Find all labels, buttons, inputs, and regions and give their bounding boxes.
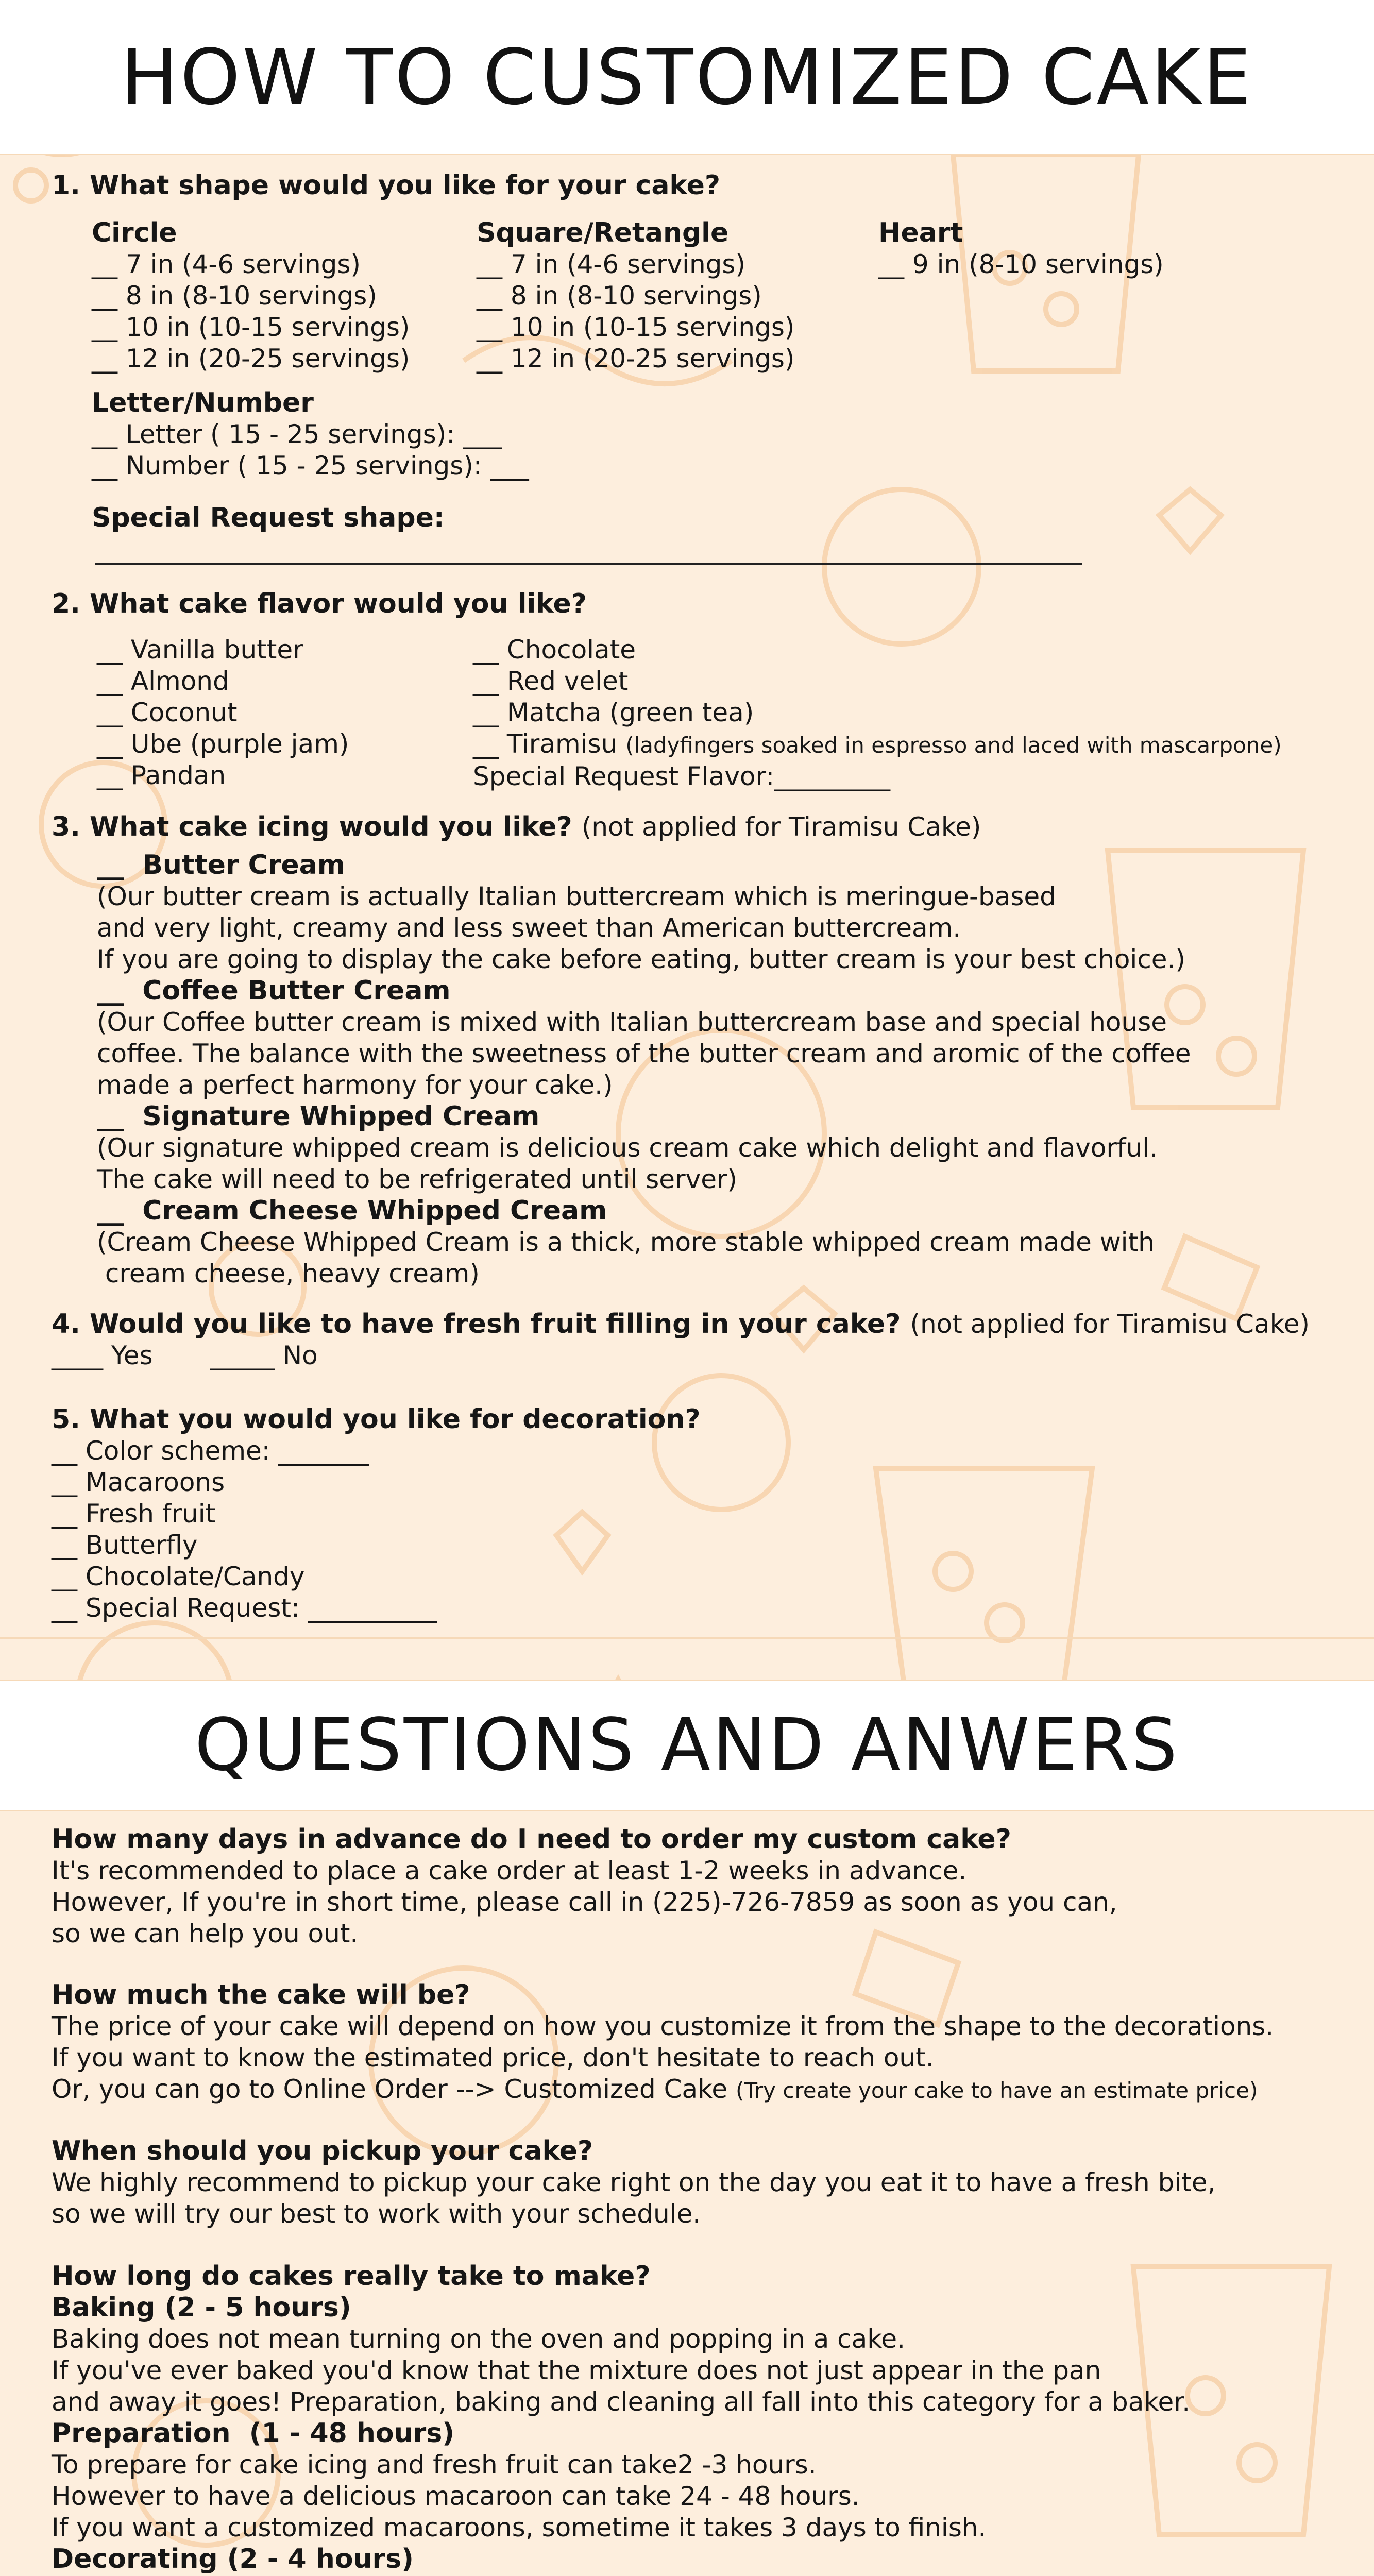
icing-desc: (Our Coffee butter cream is mixed with Italian buttercream base and special house (97, 1007, 1167, 1037)
icing-desc: The cake will need to be refrigerated until server) (97, 1164, 738, 1194)
special-request-shape-line (95, 563, 1082, 565)
qa-pickup (52, 2136, 1360, 2230)
section-title: QUESTIONS AND ANWERS (194, 1703, 1180, 1787)
shape-heading: Heart (878, 217, 963, 248)
icing-title: __ Coffee Butter Cream (97, 975, 451, 1006)
flavor-option: __ Vanilla butter (97, 635, 303, 665)
qa-answer: However, If you're in short time, please call in (225)-726-7859 as soon as you can, (52, 1887, 1117, 1917)
question-icing (52, 811, 1339, 1296)
page-title: HOW TO CUSTOMIZED CAKE (121, 33, 1253, 122)
shape-heading: Square/Retangle (477, 217, 729, 248)
flavor-option: __ Pandan (97, 760, 226, 790)
qa-answer: and away it goes! Preparation, baking and cleaning all fall into this category for a baker. (52, 2387, 1191, 2417)
shape-option: __ Letter ( 15 - 25 servings): ___ (92, 419, 502, 449)
qa-answer: so we will try our best to work with your schedule. (52, 2199, 701, 2229)
question-title (52, 811, 981, 843)
qa-subheading: Baking (2 - 5 hours) (52, 2292, 351, 2323)
shape-option: __ 7 in (4-6 servings) (477, 249, 745, 279)
flavor-option: __ Tiramisu (473, 729, 618, 759)
qa-order-advance (52, 1824, 1360, 1950)
decoration-option: __ Butterfly (52, 1530, 198, 1560)
question-decoration (52, 1404, 1339, 1625)
icing-list (97, 850, 1191, 1290)
shape-option: __ 8 in (8-10 servings) (92, 281, 377, 311)
qa-time-to-make (52, 2261, 1360, 2575)
icing-title: __ Cream Cheese Whipped Cream (97, 1195, 607, 1226)
qa-answer: To prepare for cake icing and fresh fruit can take2 -3 hours. (52, 2450, 817, 2480)
question-text: 4. Would you like to have fresh fruit filling in your cake? (52, 1309, 901, 1340)
question-title (52, 1309, 1339, 1340)
section-header (0, 0, 1374, 155)
qa-answer: If you've ever baked you'd know that the mixture does not just appear in the pan (52, 2355, 1101, 2385)
qa-question: When should you pickup your cake? (52, 2136, 593, 2166)
flavor-option: __ Matcha (green tea) (473, 698, 754, 727)
question-shape (52, 170, 1339, 551)
qa-answer: It's recommended to place a cake order at least 1-2 weeks in advance. (52, 1856, 967, 1886)
shape-heading: Letter/Number (92, 387, 314, 418)
icing-title: __ Butter Cream (97, 850, 345, 880)
qa-answer: The price of your cake will depend on how you customize it from the shape to the decorations. (52, 2011, 1274, 2041)
shape-option: __ 8 in (8-10 servings) (477, 281, 762, 311)
qa-answer: If you want to know the estimated price, don't hesitate to reach out. (52, 2043, 934, 2073)
icing-desc: coffee. The balance with the sweetness of the butter cream and aromic of the coffee (97, 1039, 1191, 1069)
shape-letter-column (92, 387, 529, 482)
shape-option: __ Number ( 15 - 25 servings): ___ (92, 451, 529, 481)
question-note: (not applied for Tiramisu Cake) (581, 812, 981, 842)
qa-subheading: Decorating (2 - 4 hours) (52, 2544, 414, 2574)
shape-option: __ 9 in (8-10 servings) (878, 249, 1164, 279)
flavor-option: __ Almond (97, 666, 229, 696)
shape-option: __ 7 in (4-6 servings) (92, 249, 361, 279)
special-request-shape-label: Special Request shape: (92, 502, 445, 533)
qa-answer: If you want a customized macaroons, sometime it takes 3 days to finish. (52, 2513, 987, 2543)
qa-question: How much the cake will be? (52, 1979, 470, 2010)
icing-desc: (Cream Cheese Whipped Cream is a thick, more stable whipped cream made with (97, 1227, 1155, 1257)
icing-desc: and very light, creamy and less sweet than American buttercream. (97, 913, 961, 943)
flavor-option: __ Chocolate (473, 635, 636, 665)
shape-option: __ 12 in (20-25 servings) (477, 344, 795, 374)
section-divider (0, 1637, 1374, 1639)
yes-no-answers: ____ Yes _____ No (52, 1341, 318, 1370)
question-flavor (52, 588, 1339, 794)
icing-desc: cream cheese, heavy cream) (97, 1259, 480, 1289)
question-fruit-filling (52, 1309, 1339, 1381)
flavor-option: __ Red velet (473, 666, 629, 696)
qa-answer: Or, you can go to Online Order --> Customized Cake (52, 2074, 728, 2104)
icing-desc: (Our butter cream is actually Italian buttercream which is meringue-based (97, 882, 1056, 911)
qa-price (52, 1979, 1360, 2106)
decoration-option: __ Fresh fruit (52, 1499, 216, 1529)
question-title: 2. What cake flavor would you like? (52, 588, 587, 619)
qa-answer: We highly recommend to pickup your cake right on the day you eat it to have a fresh bite, (52, 2167, 1216, 2197)
decoration-option: __ Macaroons (52, 1467, 225, 1497)
special-request-flavor: Special Request Flavor:_________ (473, 761, 891, 791)
flavor-option: __ Coconut (97, 698, 238, 727)
question-title: 1. What shape would you like for your cake? (52, 170, 721, 201)
qa-answer: However to have a delicious macaroon can take 24 - 48 hours. (52, 2481, 860, 2511)
qa-answer: Baking does not mean turning on the oven and popping in a cake. (52, 2324, 906, 2354)
qa-question: How long do cakes really take to make? (52, 2261, 651, 2292)
icing-desc: made a perfect harmony for your cake.) (97, 1070, 613, 1100)
decoration-option: __ Color scheme: _______ (52, 1436, 369, 1466)
qa-question: How many days in advance do I need to order my custom cake? (52, 1824, 1011, 1855)
qa-answer: so we can help you out. (52, 1919, 359, 1948)
question-note: (not applied for Tiramisu Cake) (910, 1309, 1310, 1339)
section-header (0, 1680, 1374, 1811)
shape-option: __ 12 in (20-25 servings) (92, 344, 410, 374)
question-text: 3. What cake icing would you like? (52, 811, 572, 842)
shape-option: __ 10 in (10-15 servings) (92, 312, 410, 342)
flavor-right-column (473, 634, 1282, 792)
icing-desc: If you are going to display the cake before eating, butter cream is your best choice.) (97, 944, 1185, 974)
shape-option: __ 10 in (10-15 servings) (477, 312, 795, 342)
shape-square-column (477, 217, 794, 375)
flavor-option: __ Ube (purple jam) (97, 729, 349, 759)
flavor-note: (ladyfingers soaked in espresso and laced with mascarpone) (625, 733, 1282, 758)
flavor-left-column (97, 634, 349, 791)
qa-answer-with-note (52, 2074, 1360, 2106)
qa-note: (Try create your cake to have an estimate price) (736, 2078, 1258, 2103)
question-title: 5. What you would you like for decoration? (52, 1404, 701, 1435)
flavor-option-tiramisu (473, 728, 1282, 761)
shape-heart-column (878, 217, 1164, 280)
qa-subheading: Preparation (1 - 48 hours) (52, 2418, 455, 2449)
shape-circle-column (92, 217, 410, 375)
shape-heading: Circle (92, 217, 177, 248)
decoration-option: __ Special Request: __________ (52, 1593, 437, 1623)
decoration-option: __ Chocolate/Candy (52, 1562, 305, 1591)
icing-title: __ Signature Whipped Cream (97, 1101, 540, 1132)
icing-desc: (Our signature whipped cream is delicious cream cake which delight and flavorful. (97, 1133, 1158, 1163)
